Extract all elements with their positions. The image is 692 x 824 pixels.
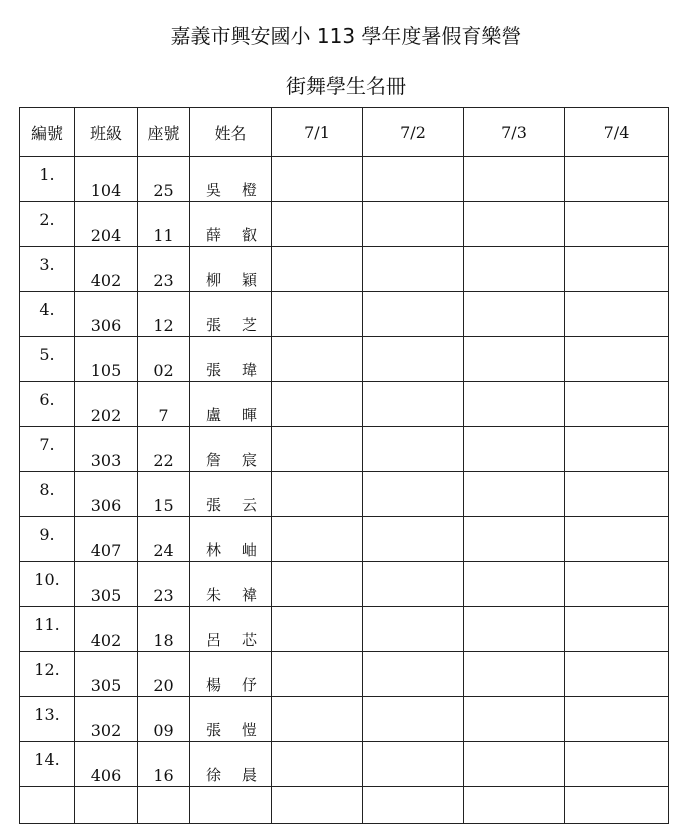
row-surname: 徐 [206, 766, 222, 784]
row-class: 105 [75, 337, 138, 382]
row-given-name: 愷 [241, 721, 257, 739]
row-name [190, 247, 272, 292]
attendance-cell-date-4 [565, 517, 669, 562]
attendance-cell-date-2 [363, 742, 464, 787]
attendance-cell-date-1 [272, 337, 363, 382]
row-name-wrapper [190, 179, 271, 200]
row-class: 402 [75, 607, 138, 652]
table-row [20, 337, 669, 382]
row-name [190, 202, 272, 247]
row-index: 5. [20, 337, 75, 382]
attendance-cell-date-1 [272, 742, 363, 787]
row-class: 407 [75, 517, 138, 562]
row-name-wrapper [190, 269, 271, 290]
attendance-cell-date-1 [272, 562, 363, 607]
empty-cell [565, 787, 669, 824]
attendance-cell-date-2 [363, 427, 464, 472]
header-date-3: 7/3 [464, 108, 565, 157]
attendance-cell-date-1 [272, 427, 363, 472]
attendance-cell-date-4 [565, 292, 669, 337]
attendance-cell-date-2 [363, 202, 464, 247]
header-date-1: 7/1 [272, 108, 363, 157]
row-seat: 16 [138, 742, 190, 787]
row-index: 2. [20, 202, 75, 247]
empty-cell [138, 787, 190, 824]
row-seat: 15 [138, 472, 190, 517]
row-surname: 楊 [206, 676, 222, 694]
row-index: 7. [20, 427, 75, 472]
row-name [190, 697, 272, 742]
row-surname: 詹 [206, 451, 222, 469]
table-row [20, 382, 669, 427]
attendance-cell-date-4 [565, 607, 669, 652]
row-name-wrapper [190, 494, 271, 515]
row-name [190, 607, 272, 652]
attendance-cell-date-3 [464, 607, 565, 652]
empty-cell [272, 787, 363, 824]
row-index: 14. [20, 742, 75, 787]
row-name-wrapper [190, 674, 271, 695]
attendance-cell-date-4 [565, 427, 669, 472]
row-name-wrapper [190, 584, 271, 605]
attendance-cell-date-4 [565, 697, 669, 742]
table-header-row [20, 108, 669, 157]
table-row [20, 562, 669, 607]
attendance-cell-date-3 [464, 427, 565, 472]
row-seat: 24 [138, 517, 190, 562]
row-given-name: 岫 [241, 541, 257, 559]
row-class: 303 [75, 427, 138, 472]
row-class: 406 [75, 742, 138, 787]
row-name-wrapper [190, 359, 271, 380]
header-index: 編號 [20, 108, 75, 157]
attendance-cell-date-1 [272, 202, 363, 247]
header-date-4: 7/4 [565, 108, 669, 157]
attendance-cell-date-3 [464, 337, 565, 382]
row-name [190, 292, 272, 337]
row-seat: 23 [138, 247, 190, 292]
row-seat: 20 [138, 652, 190, 697]
row-class: 306 [75, 292, 138, 337]
row-surname: 張 [206, 721, 222, 739]
row-name-wrapper [190, 404, 271, 425]
table-row [20, 742, 669, 787]
empty-cell [20, 787, 75, 824]
table-row-partial [20, 787, 669, 824]
row-seat: 18 [138, 607, 190, 652]
row-index: 13. [20, 697, 75, 742]
attendance-cell-date-3 [464, 472, 565, 517]
row-given-name: 芯 [241, 631, 257, 649]
table-row [20, 292, 669, 337]
attendance-cell-date-4 [565, 157, 669, 202]
row-seat: 23 [138, 562, 190, 607]
row-index: 4. [20, 292, 75, 337]
row-given-name: 橙 [241, 181, 257, 199]
student-roster-table [19, 107, 669, 824]
row-name [190, 742, 272, 787]
attendance-cell-date-1 [272, 472, 363, 517]
row-index: 10. [20, 562, 75, 607]
row-surname: 盧 [206, 406, 222, 424]
attendance-cell-date-1 [272, 157, 363, 202]
attendance-cell-date-1 [272, 517, 363, 562]
row-surname: 張 [206, 316, 222, 334]
attendance-cell-date-2 [363, 472, 464, 517]
row-seat: 09 [138, 697, 190, 742]
row-surname: 薛 [206, 226, 222, 244]
row-surname: 呂 [206, 631, 222, 649]
attendance-cell-date-1 [272, 697, 363, 742]
attendance-cell-date-2 [363, 157, 464, 202]
row-given-name: 晨 [241, 766, 257, 784]
attendance-cell-date-3 [464, 697, 565, 742]
row-seat: 7 [138, 382, 190, 427]
row-seat: 25 [138, 157, 190, 202]
attendance-cell-date-4 [565, 472, 669, 517]
attendance-cell-date-2 [363, 382, 464, 427]
attendance-cell-date-2 [363, 247, 464, 292]
attendance-cell-date-3 [464, 382, 565, 427]
attendance-cell-date-2 [363, 292, 464, 337]
attendance-cell-date-2 [363, 607, 464, 652]
table-row [20, 517, 669, 562]
attendance-cell-date-4 [565, 337, 669, 382]
row-given-name: 暉 [241, 406, 257, 424]
attendance-cell-date-2 [363, 562, 464, 607]
row-given-name: 瑋 [241, 361, 257, 379]
attendance-cell-date-2 [363, 517, 464, 562]
attendance-cell-date-3 [464, 247, 565, 292]
attendance-cell-date-4 [565, 382, 669, 427]
row-name [190, 157, 272, 202]
row-class: 104 [75, 157, 138, 202]
row-class: 306 [75, 472, 138, 517]
attendance-cell-date-4 [565, 247, 669, 292]
row-given-name: 云 [241, 496, 257, 514]
row-class: 305 [75, 562, 138, 607]
attendance-cell-date-3 [464, 292, 565, 337]
table-row [20, 202, 669, 247]
attendance-cell-date-1 [272, 607, 363, 652]
row-given-name: 芝 [241, 316, 257, 334]
row-surname: 朱 [206, 586, 222, 604]
row-index: 8. [20, 472, 75, 517]
row-class: 202 [75, 382, 138, 427]
attendance-cell-date-3 [464, 202, 565, 247]
row-class: 402 [75, 247, 138, 292]
attendance-cell-date-1 [272, 247, 363, 292]
row-name-wrapper [190, 719, 271, 740]
row-name-wrapper [190, 539, 271, 560]
document-title: 嘉義市興安國小 113 學年度暑假育樂營 [170, 24, 522, 48]
row-surname: 柳 [206, 271, 222, 289]
document-subtitle: 街舞學生名冊 [286, 74, 406, 98]
row-index: 12. [20, 652, 75, 697]
attendance-cell-date-3 [464, 562, 565, 607]
row-surname: 張 [206, 496, 222, 514]
row-given-name: 伃 [241, 676, 257, 694]
table-row [20, 247, 669, 292]
table-row [20, 472, 669, 517]
attendance-cell-date-3 [464, 157, 565, 202]
row-name [190, 382, 272, 427]
row-name [190, 562, 272, 607]
row-surname: 張 [206, 361, 222, 379]
row-seat: 12 [138, 292, 190, 337]
header-seat: 座號 [138, 108, 190, 157]
empty-cell [75, 787, 138, 824]
header-date-2: 7/2 [363, 108, 464, 157]
row-seat: 22 [138, 427, 190, 472]
attendance-cell-date-4 [565, 742, 669, 787]
row-name [190, 472, 272, 517]
table-row [20, 427, 669, 472]
row-name-wrapper [190, 449, 271, 470]
row-surname: 吳 [206, 181, 222, 199]
row-index: 11. [20, 607, 75, 652]
row-given-name: 宸 [241, 451, 257, 469]
table-row [20, 607, 669, 652]
row-seat: 02 [138, 337, 190, 382]
row-given-name: 穎 [241, 271, 257, 289]
attendance-cell-date-3 [464, 742, 565, 787]
row-surname: 林 [206, 541, 222, 559]
attendance-cell-date-4 [565, 202, 669, 247]
row-class: 302 [75, 697, 138, 742]
row-name [190, 517, 272, 562]
header-class: 班級 [75, 108, 138, 157]
row-index: 3. [20, 247, 75, 292]
row-given-name: 褘 [241, 586, 257, 604]
row-name-wrapper [190, 629, 271, 650]
row-name-wrapper [190, 764, 271, 785]
row-name [190, 337, 272, 382]
attendance-cell-date-4 [565, 562, 669, 607]
row-name [190, 427, 272, 472]
row-name-wrapper [190, 314, 271, 335]
row-given-name: 叡 [241, 226, 257, 244]
header-name: 姓名 [190, 108, 272, 157]
table-row [20, 697, 669, 742]
row-index: 1. [20, 157, 75, 202]
row-index: 6. [20, 382, 75, 427]
empty-cell [363, 787, 464, 824]
row-class: 305 [75, 652, 138, 697]
row-index: 9. [20, 517, 75, 562]
attendance-cell-date-1 [272, 382, 363, 427]
row-class: 204 [75, 202, 138, 247]
attendance-cell-date-3 [464, 517, 565, 562]
attendance-cell-date-1 [272, 292, 363, 337]
empty-cell [464, 787, 565, 824]
attendance-cell-date-2 [363, 337, 464, 382]
empty-cell [190, 787, 272, 824]
table-row [20, 157, 669, 202]
attendance-cell-date-2 [363, 697, 464, 742]
row-name-wrapper [190, 224, 271, 245]
row-seat: 11 [138, 202, 190, 247]
